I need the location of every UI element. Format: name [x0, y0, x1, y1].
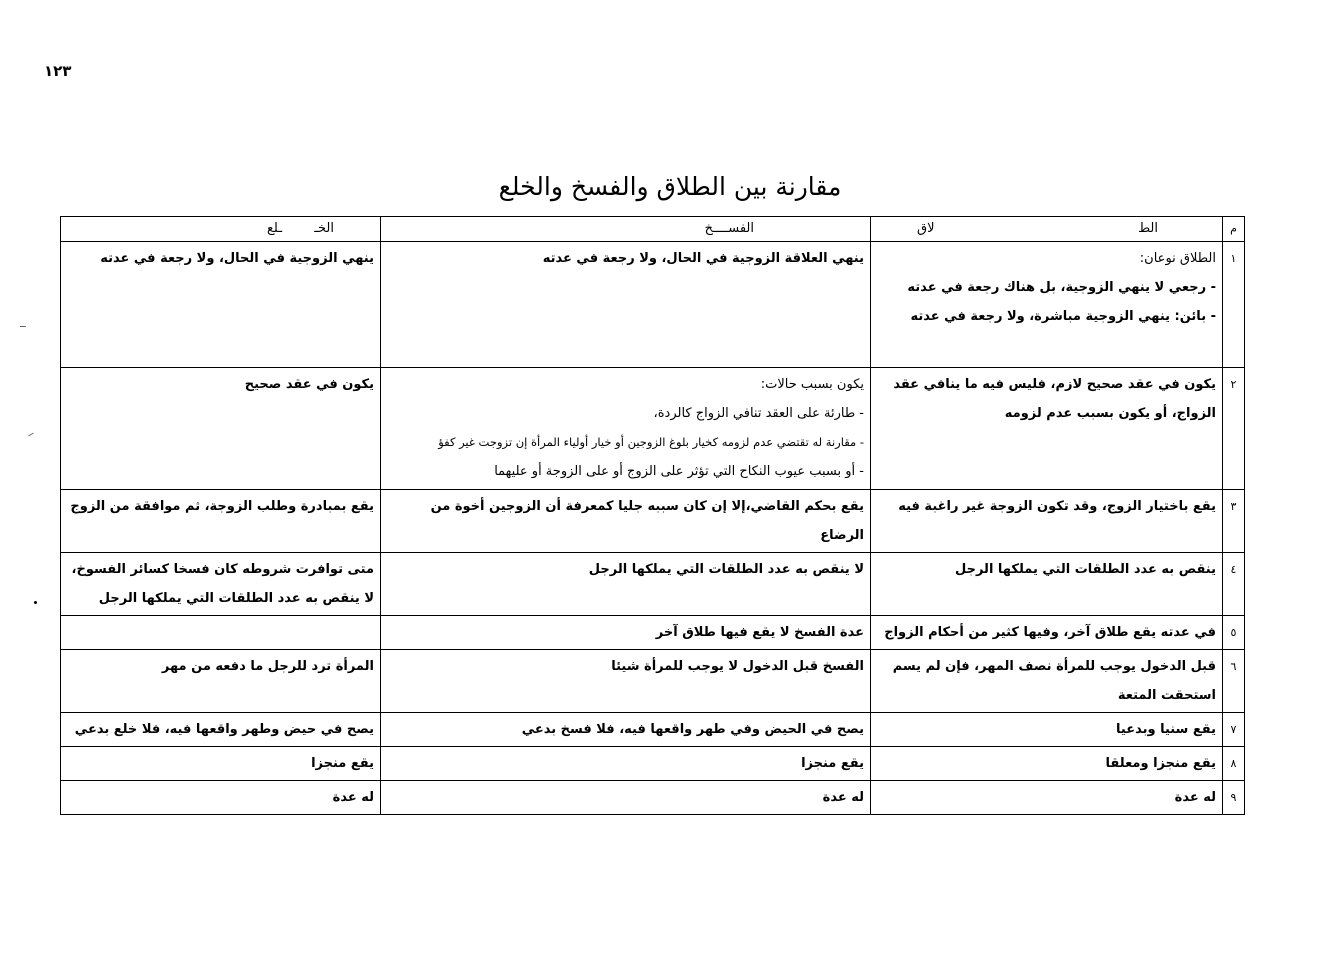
header-khul-part-b: ـلع [267, 221, 283, 236]
page-number: ١٢٣ [44, 62, 72, 80]
table-header-row [61, 217, 1245, 242]
cell-talaq [871, 747, 1223, 781]
cell-text: يقع باختيار الزوج، وقد تكون الزوجة غير راغبة فيه [898, 499, 1216, 514]
header-faskh [381, 217, 871, 242]
cell-text: ينهي العلاقة الزوجية في الحال، ولا رجعة في عدته [542, 251, 864, 266]
cell-intro: يكون بسبب حالات: [760, 377, 864, 392]
cell-talaq [871, 368, 1223, 490]
cell-text: يقع بمبادرة وطلب الزوجة، ثم موافقة من الزوج [70, 499, 374, 514]
cell-text: عدة الفسخ لا يقع فيها طلاق آخر [655, 625, 864, 640]
header-khul [61, 217, 381, 242]
table-row [61, 242, 1245, 368]
row-num: ٦ [1223, 650, 1245, 713]
cell-talaq [871, 781, 1223, 815]
row-num: ٢ [1223, 368, 1245, 490]
table-row [61, 781, 1245, 815]
cell-talaq [871, 713, 1223, 747]
cell-faskh [381, 713, 871, 747]
cell-faskh [381, 781, 871, 815]
table-row [61, 616, 1245, 650]
table-row [61, 713, 1245, 747]
header-faskh-part-a: الفســـ [716, 221, 754, 236]
header-talaq-part-a: الط [1138, 221, 1158, 236]
cell-text: قبل الدخول يوجب للمرأة نصف المهر، فإن لم يسم استحقت المتعة [892, 659, 1216, 703]
cell-text: يقع منجزا ومعلقا [1105, 756, 1216, 771]
cell-faskh [381, 553, 871, 616]
scan-speck [34, 601, 37, 604]
cell-text: يقع منجزا [801, 756, 864, 771]
header-khul-part-a: الخـ [314, 221, 334, 236]
scan-speck [20, 326, 26, 327]
list-item: - رجعي لا ينهي الزوجية، بل هناك رجعة في عدته [877, 273, 1216, 302]
list-item: - مقارنة له تقتضي عدم لزومه كخيار بلوغ الزوجين أو خيار أولياء المرأة إن تزوجت غير كفؤ [387, 428, 864, 457]
cell-faskh [381, 490, 871, 553]
cell-text: يصح في حيض وطهر واقعها فيه، فلا خلع بدعي [74, 722, 374, 737]
page-title: مقارنة بين الطلاق والفسخ والخلع [498, 172, 842, 201]
cell-text: يقع منجزا [311, 756, 374, 771]
header-talaq [871, 217, 1223, 242]
cell-khul [61, 242, 381, 368]
cell-khul [61, 781, 381, 815]
cell-talaq [871, 650, 1223, 713]
cell-talaq [871, 490, 1223, 553]
table-row [61, 650, 1245, 713]
row-num: ٣ [1223, 490, 1245, 553]
list-item: - أو بسبب عيوب النكاح التي تؤثر على الزوج أو على الزوجة أو عليهما [387, 457, 864, 486]
header-faskh-part-b: ـخ [704, 221, 717, 236]
cell-text: لا ينقص به عدد الطلقات التي يملكها الرجل [588, 562, 864, 577]
cell-text: يكون في عقد صحيح لازم، فليس فيه ما ينافي عقد الزواج، أو يكون بسبب عدم لزومه [893, 377, 1216, 421]
header-num: م [1223, 217, 1245, 242]
cell-talaq [871, 616, 1223, 650]
cell-faskh [381, 368, 871, 490]
row-num: ٤ [1223, 553, 1245, 616]
scan-speck [28, 433, 34, 437]
row-num: ١ [1223, 242, 1245, 368]
cell-text: ينهي الزوجية في الحال، ولا رجعة في عدته [100, 251, 374, 266]
table-row [61, 553, 1245, 616]
cell-khul [61, 747, 381, 781]
cell-text: له عدة [1174, 790, 1216, 805]
cell-faskh [381, 650, 871, 713]
header-talaq-part-b: لاق [917, 221, 935, 236]
comparison-table [60, 216, 1245, 815]
cell-khul [61, 553, 381, 616]
table-row [61, 747, 1245, 781]
cell-faskh [381, 747, 871, 781]
cell-khul [61, 368, 381, 490]
cell-text: ينقص به عدد الطلقات التي يملكها الرجل [955, 562, 1216, 577]
row-num: ٨ [1223, 747, 1245, 781]
cell-text: يصح في الحيض وفي طهر واقعها فيه، فلا فسخ بدعي [521, 722, 864, 737]
cell-text: يكون في عقد صحيح [244, 377, 374, 392]
table-row [61, 368, 1245, 490]
cell-khul [61, 490, 381, 553]
cell-text: يقع بحكم القاضي،إلا إن كان سببه جليا كمعرفة أن الزوجين أخوة من الرضاع [430, 499, 864, 543]
cell-faskh [381, 242, 871, 368]
cell-text: يقع سنيا وبدعيا [1116, 722, 1216, 737]
cell-khul [61, 650, 381, 713]
cell-text: له عدة [822, 790, 864, 805]
cell-faskh [381, 616, 871, 650]
cell-text: في عدته يقع طلاق آخر، وفيها كثير من أحكام الزواج [884, 625, 1216, 640]
cell-text: له عدة [332, 790, 374, 805]
row-num: ٥ [1223, 616, 1245, 650]
cell-text: الفسخ قبل الدخول لا يوجب للمرأة شيئا [611, 659, 864, 674]
row-num: ٧ [1223, 713, 1245, 747]
cell-intro: الطلاق نوعان: [1139, 251, 1216, 266]
list-item: - بائن: ينهي الزوجية مباشرة، ولا رجعة في عدته [877, 302, 1216, 331]
cell-text: المرأة ترد للرجل ما دفعه من مهر [161, 659, 374, 674]
cell-text: متى توافرت شروطه كان فسخا كسائر الفسوخ، لا ينقص به عدد الطلقات التي يملكها الرجل [71, 562, 374, 606]
cell-talaq [871, 553, 1223, 616]
row-num: ٩ [1223, 781, 1245, 815]
cell-khul [61, 616, 381, 650]
cell-talaq [871, 242, 1223, 368]
list-item: - طارئة على العقد تنافي الزواج كالردة، [387, 399, 864, 428]
cell-khul [61, 713, 381, 747]
table-row [61, 490, 1245, 553]
